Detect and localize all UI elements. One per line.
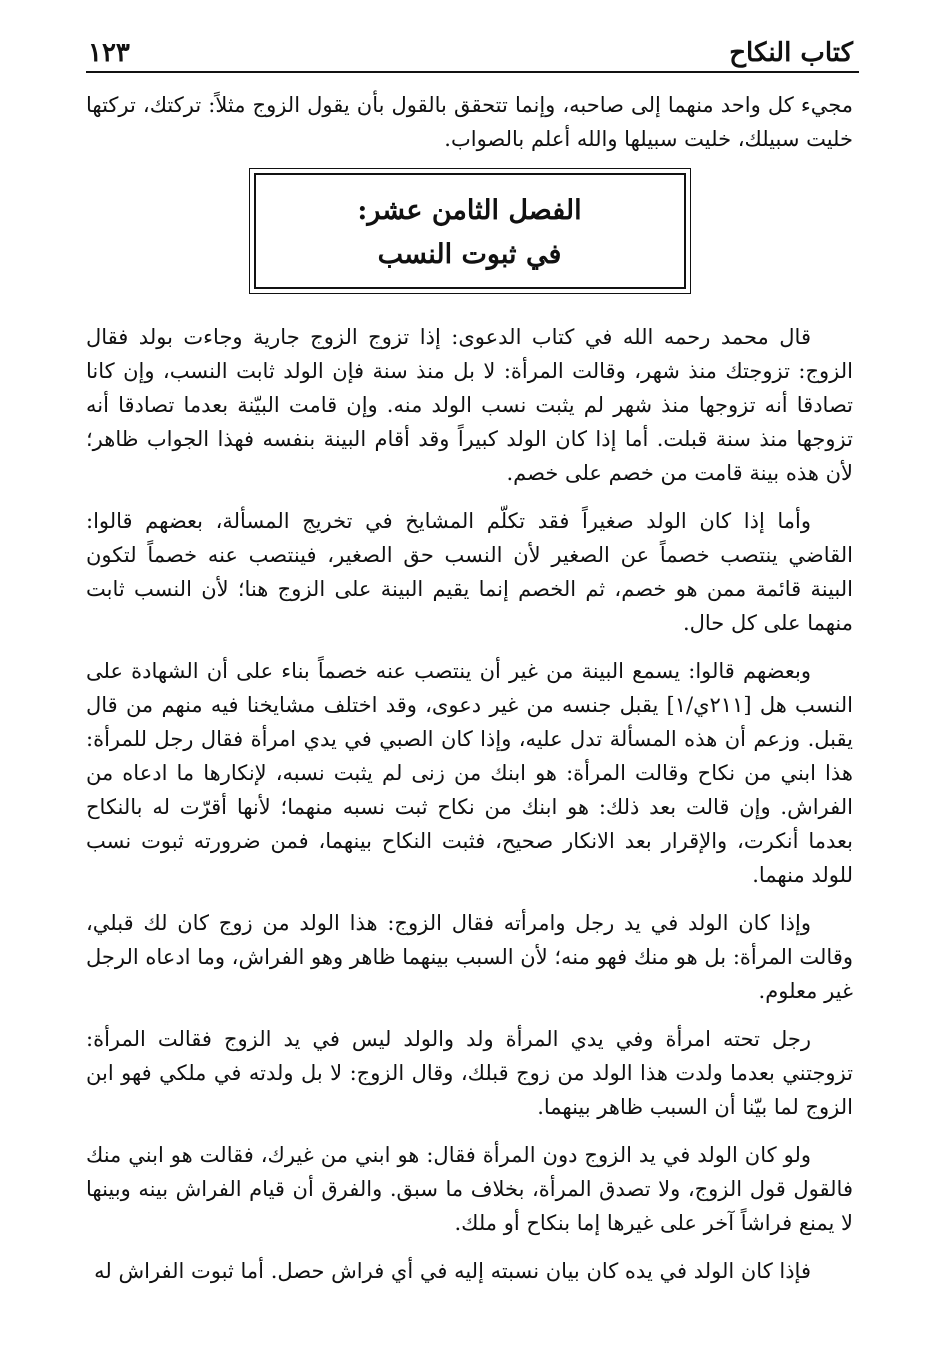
chapter-title-line2: في ثبوت النسب	[377, 239, 562, 270]
paragraph: وإذا كان الولد في يد رجل وامرأته فقال الزوج: هذا الولد من زوج كان لك قبلي، وقالت المرأة: بل هو منك فهو منه؛ لأن السبب بينهما ظاهر وهو الفراش، وما ادعاه الرجل غير معلوم.	[86, 911, 853, 1003]
paragraph: رجل تحته امرأة وفي يدي المرأة ولد والولد ليس في يد الزوج فقالت المرأة: تزوجتني بعدما ولدت هذا الولد من زوج قبلك، وقال الزوج: لا بل ولدته في ملكي فهو ابن الزوج لما بيّنا أن السبب ظاهر بينهما.	[86, 1027, 853, 1119]
chapter-title-box	[249, 168, 691, 294]
chapter-title-line1: الفصل الثامن عشر:	[357, 195, 582, 226]
intro-paragraph: مجيء كل واحد منهما إلى صاحبه، وإنما تتحقق بالقول بأن يقول الزوج مثلاً: تركتك، تركتها خليت سبيلك، خليت سبيلها والله أعلم بالصواب.	[86, 93, 853, 151]
paragraph: وبعضهم قالوا: يسمع البينة من غير أن ينتصب عنه خصماً بناء على أن الشهادة على النسب هل [٢١١ي/١] يقبل جنسه من غير دعوى، وقد اختلف مشايخنا فيه منهم من قال يقبل. وزعم أن هذه المسألة تدل عليه، وإذا كان الصبي في يدي امرأة فقال رجل للمرأة: هذا ابني من نكاح وقالت المرأة: هو ابنك من زنى لم يثبت نسبه، لإنكارها ما ادعاه من الفراش. وإن قالت بعد ذلك: هو ابنك من نكاح ثبت نسبه منهما؛ لأنها أقرّت له بالنكاح بعدما أنكرت، والإقرار بعد الانكار صحيح، فثبت النكاح بينهما، فمن ضرورته ثبوت نسب للولد منهما.	[86, 659, 853, 887]
header-rule	[86, 71, 859, 73]
paragraph: قال محمد رحمه الله في كتاب الدعوى: إذا تزوج الزوج جارية وجاءت بولد فقال الزوج: تزوجتك منذ شهر، وقالت المرأة: لا بل منذ سنة فإن الولد ثابت النسب، وإن كانا تصادقا أنه تزوجها منذ شهر لم يثبت نسب الولد منه. وإن قامت البيّنة بعدما تصادقا أنه تزوجها منذ سنة قبلت. أما إذا كان الولد كبيراً وقد أقام البينة بنفسه فهذا الجواب ظاهر؛ لأن هذه بينة قامت من خصم على خصم.	[86, 325, 853, 485]
paragraph: وأما إذا كان الولد صغيراً فقد تكلّم المشايخ في تخريج المسألة، بعضهم قالوا: القاضي ينتصب خصماً عن الصغير لأن النسب حق الصغير، فينتصب عنه خصماً لتكون البينة قائمة ممن هو خصم، ثم الخصم إنما يقيم البينة على الزوج هنا؛ لأن النسب ثابت منهما على كل حال.	[86, 509, 853, 635]
running-head	[88, 28, 853, 68]
paragraph: فإذا كان الولد في يده كان بيان نسبته إليه في أي فراش حصل. أما ثبوت الفراش له	[94, 1259, 811, 1283]
paragraph: ولو كان الولد في يد الزوج دون المرأة فقال: هو ابني من غيرك، فقالت هو ابني منك فالقول قول الزوج، ولا تصدق المرأة، بخلاف ما سبق. والفرق أن قيام الفراش بينه وبينها لا يمنع فراشاً آخر على غيرها إما بنكاح أو ملك.	[86, 1143, 853, 1235]
book-title: كتاب النكاح	[729, 38, 853, 68]
page-body	[86, 88, 853, 1302]
chapter-title-frame	[254, 173, 686, 289]
page-number: ١٢٣	[88, 38, 130, 68]
